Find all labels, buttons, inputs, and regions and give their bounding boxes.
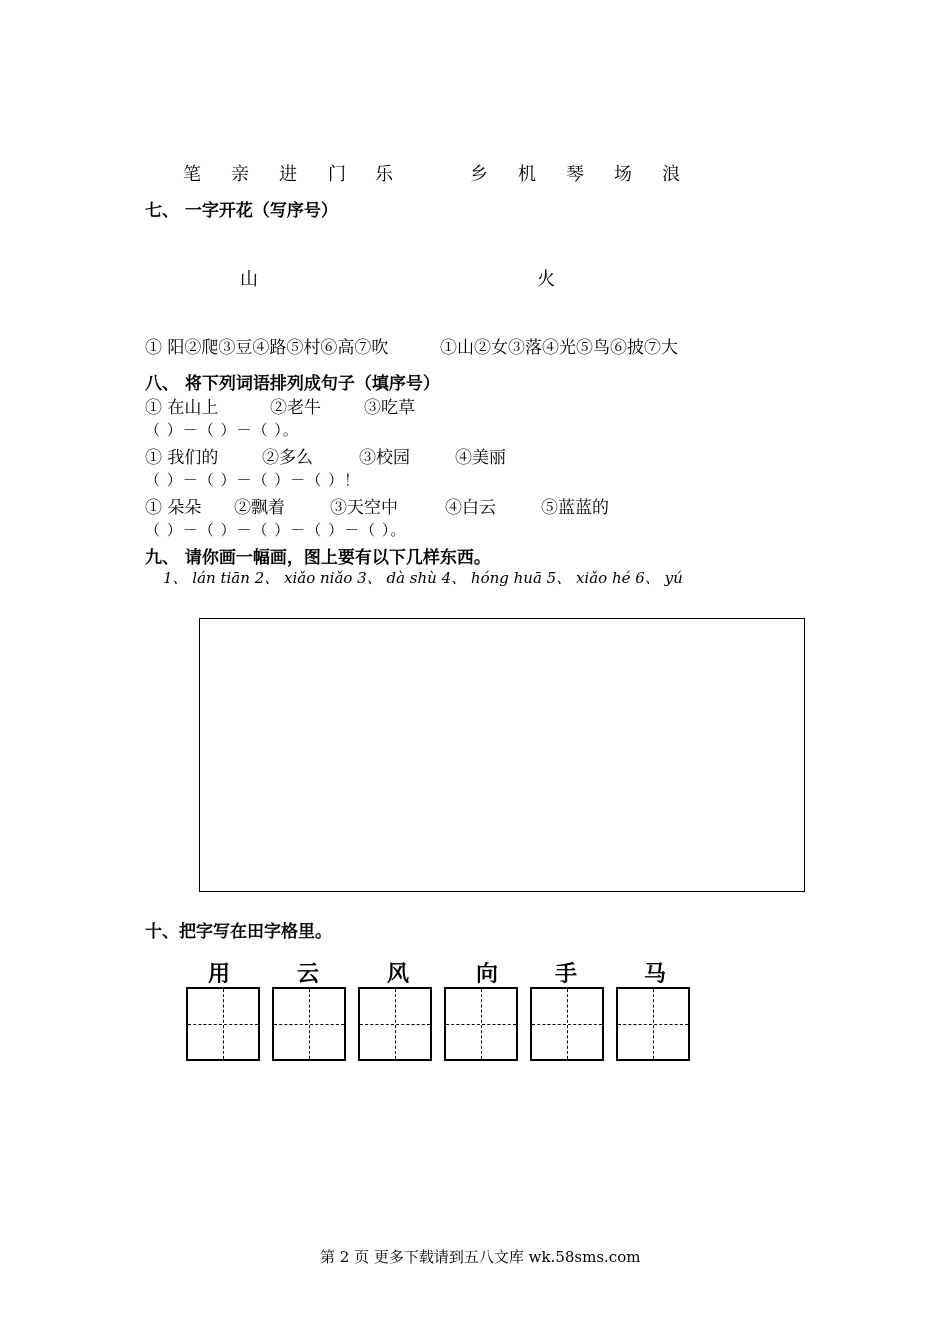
tianzi-box[interactable] <box>444 987 518 1061</box>
q3-word-4: ④白云 <box>445 498 496 518</box>
tianzi-box[interactable] <box>186 987 260 1061</box>
q3-answer-blanks[interactable]: （ ）－（ ）－（ ）－（ ）－（ ）。 <box>145 521 407 539</box>
options-right: ①山②女③落④光⑤鸟⑥披⑦大 <box>440 338 678 358</box>
section-9-heading: 九、 请你画一幅画，图上要有以下几样东西。 <box>145 548 491 568</box>
char-5: 乐 <box>375 164 393 185</box>
q2-answer-blanks[interactable]: （ ）－（ ）－（ ）－（ ）！ <box>145 471 361 489</box>
q1-word-1: ① 在山上 <box>145 398 219 418</box>
grid-char-4: 向 <box>476 962 499 987</box>
char-6: 乡 <box>470 164 488 185</box>
page-footer: 第 2 页 更多下载请到五八文库 wk.58sms.com <box>320 1248 641 1266</box>
char-9: 场 <box>614 164 632 185</box>
q2-word-3: ③校园 <box>359 448 410 468</box>
grid-char-2: 云 <box>297 962 320 987</box>
tianzi-box[interactable] <box>272 987 346 1061</box>
char-2: 亲 <box>231 164 249 185</box>
char-1: 笔 <box>183 164 201 185</box>
grid-char-5: 手 <box>555 962 578 987</box>
q3-word-2: ②飘着 <box>234 498 285 518</box>
grid-char-3: 风 <box>387 962 410 987</box>
pinyin-list: 1、 lán tiān 2、 xiǎo niǎo 3、 dà shù 4、 hóng huā 5、 xiǎo hé 6、 yú <box>163 569 683 587</box>
grid-char-1: 用 <box>208 962 231 987</box>
tianzi-box[interactable] <box>530 987 604 1061</box>
flower-center-right: 火 <box>537 269 555 290</box>
q2-word-2: ②多么 <box>262 448 313 468</box>
char-3: 进 <box>279 164 297 185</box>
section-10-heading: 十、把字写在田字格里。 <box>145 922 332 942</box>
grid-char-6: 马 <box>644 962 667 987</box>
char-4: 门 <box>328 164 346 185</box>
section-8-heading: 八、 将下列词语排列成句子（填序号） <box>145 374 440 394</box>
char-7: 机 <box>518 164 536 185</box>
q2-word-4: ④美丽 <box>455 448 506 468</box>
char-10: 浪 <box>662 164 680 185</box>
tianzi-box[interactable] <box>616 987 690 1061</box>
q3-word-3: ③天空中 <box>330 498 398 518</box>
q1-word-3: ③吃草 <box>364 398 415 418</box>
section-7-heading: 七、 一字开花（写序号） <box>145 201 338 221</box>
q3-word-1: ① 朵朵 <box>145 498 202 518</box>
q2-word-1: ① 我们的 <box>145 448 219 468</box>
options-left: ① 阳②爬③豆④路⑤村⑥高⑦吹 <box>145 338 389 358</box>
tianzi-box[interactable] <box>358 987 432 1061</box>
q3-word-5: ⑤蓝蓝的 <box>541 498 609 518</box>
q1-answer-blanks[interactable]: （ ）－（ ）－（ ）。 <box>145 421 299 439</box>
flower-center-left: 山 <box>240 269 258 290</box>
drawing-area[interactable] <box>199 618 805 892</box>
char-8: 琴 <box>566 164 584 185</box>
q1-word-2: ②老牛 <box>270 398 321 418</box>
